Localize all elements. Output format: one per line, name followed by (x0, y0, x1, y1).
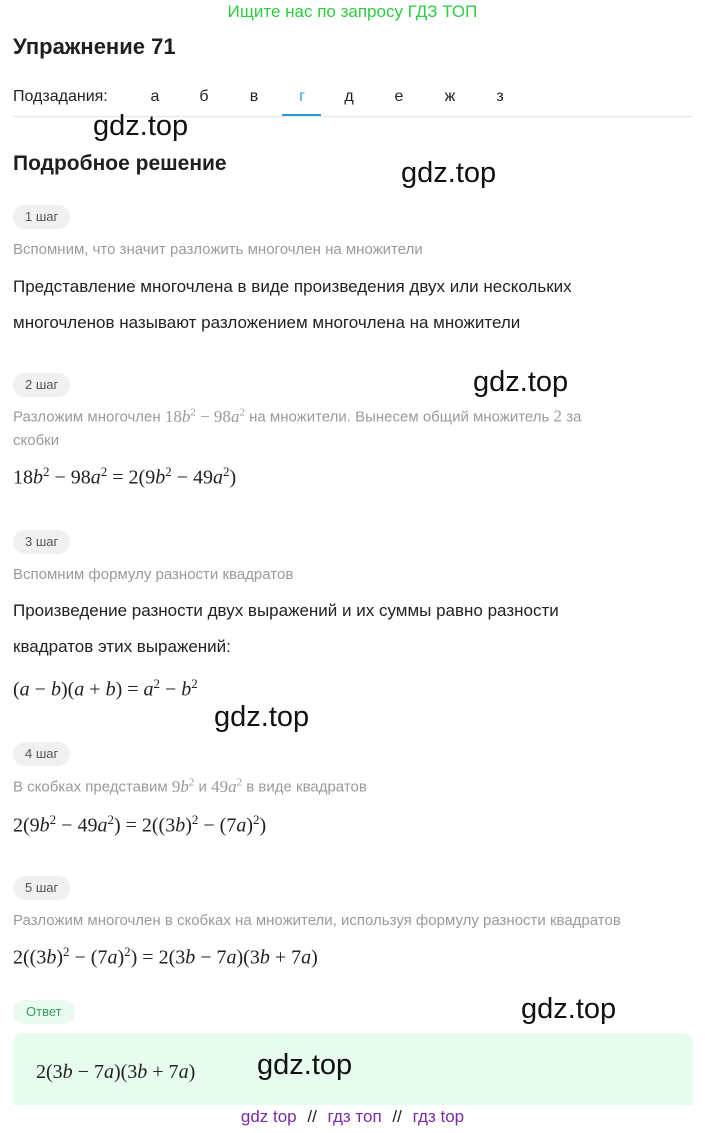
step-1-text-line1: Представление многочлена в виде произведения двух или нескольких (13, 277, 572, 296)
step-2-badge: 2 шаг (13, 373, 70, 397)
step-2-hint-math: $18b^2 - 98a^2$ (164, 406, 245, 426)
step-2-hint-part1: Разложим многочлен (13, 408, 161, 426)
step-5-formula: $2((3b)^2 - (7a)^2) = 2(3b - 7a)(3b + 7a)$ (13, 944, 318, 969)
footer-link-3[interactable]: гдз top (412, 1107, 465, 1126)
tab-zh[interactable]: ж (444, 88, 456, 105)
watermark: gdz.top (257, 1049, 353, 1081)
step-2-hint (13, 406, 581, 427)
step-2-hint-line2: скобки (13, 432, 60, 449)
watermark: gdz.top (473, 366, 569, 398)
watermark: gdz.top (214, 701, 310, 733)
tab-b[interactable]: б (199, 88, 209, 105)
footer-separator: // (307, 1107, 317, 1126)
watermark: gdz.top (93, 110, 189, 142)
step-4-hint-math-1: $9b^2$ (171, 776, 195, 796)
step-4-hint-math-2: $49a^2$ (211, 776, 243, 796)
tab-v[interactable]: в (249, 88, 259, 105)
step-1-text-line2: многочленов называют разложением многочлена на множители (13, 313, 521, 332)
active-tab-indicator (282, 114, 321, 116)
section-title: Подробное решение (13, 152, 227, 175)
step-4-hint (13, 776, 367, 797)
subtasks-label: Подзадания: (13, 88, 108, 105)
tab-a[interactable]: а (150, 88, 160, 105)
step-4-hint-part2: и (198, 778, 207, 796)
step-3-badge: 3 шаг (13, 530, 70, 554)
step-2-hint-part3: за (566, 408, 582, 426)
tab-e[interactable]: е (394, 88, 404, 105)
step-5-badge: 5 шаг (13, 876, 70, 900)
step-3-formula: $(a - b)(a + b) = a^2 - b^2$ (13, 676, 198, 701)
footer-link-1[interactable]: gdz top (240, 1107, 297, 1126)
footer-links (0, 1107, 705, 1127)
watermark: gdz.top (401, 157, 497, 189)
step-4-badge: 4 шаг (13, 742, 70, 766)
step-3-hint: Вспомним формулу разности квадратов (13, 566, 294, 583)
step-3-text-line2: квадратов этих выражений: (13, 637, 231, 656)
watermark: gdz.top (521, 993, 617, 1025)
step-2-hint-part2: на множители. Вынесем общий множитель (249, 408, 550, 426)
step-2-hint-number: 2 (553, 406, 563, 426)
answer-badge: Ответ (13, 1000, 75, 1024)
footer-separator: // (392, 1107, 402, 1126)
answer-formula: 2(3b − 7a)(3b + 7a) (36, 1061, 196, 1083)
page-title: Упражнение 71 (13, 34, 176, 59)
tab-z[interactable]: з (496, 88, 504, 105)
step-1-badge: 1 шаг (13, 205, 70, 229)
step-1-hint: Вспомним, что значит разложить многочлен на множители (13, 241, 423, 258)
footer-link-2[interactable]: гдз топ (327, 1107, 382, 1126)
tab-d[interactable]: д (344, 88, 354, 105)
step-4-formula: $2(9b^2 - 49a^2) = 2((3b)^2 - (7a)^2)$ (13, 812, 267, 837)
tab-g[interactable]: г (299, 88, 305, 105)
step-4-hint-part1: В скобках представим (13, 778, 168, 796)
step-4-hint-part3: в виде квадратов (246, 778, 367, 796)
step-3-text-line1: Произведение разности двух выражений и их суммы равно разности (13, 601, 559, 620)
step-5-hint: Разложим многочлен в скобках на множители, используя формулу разности квадратов (13, 912, 621, 929)
step-2-formula: $18b^2 - 98a^2 = 2(9b^2 - 49a^2)$ (13, 464, 237, 489)
search-promo-banner: Ищите нас по запросу ГДЗ ТОП (227, 2, 478, 21)
